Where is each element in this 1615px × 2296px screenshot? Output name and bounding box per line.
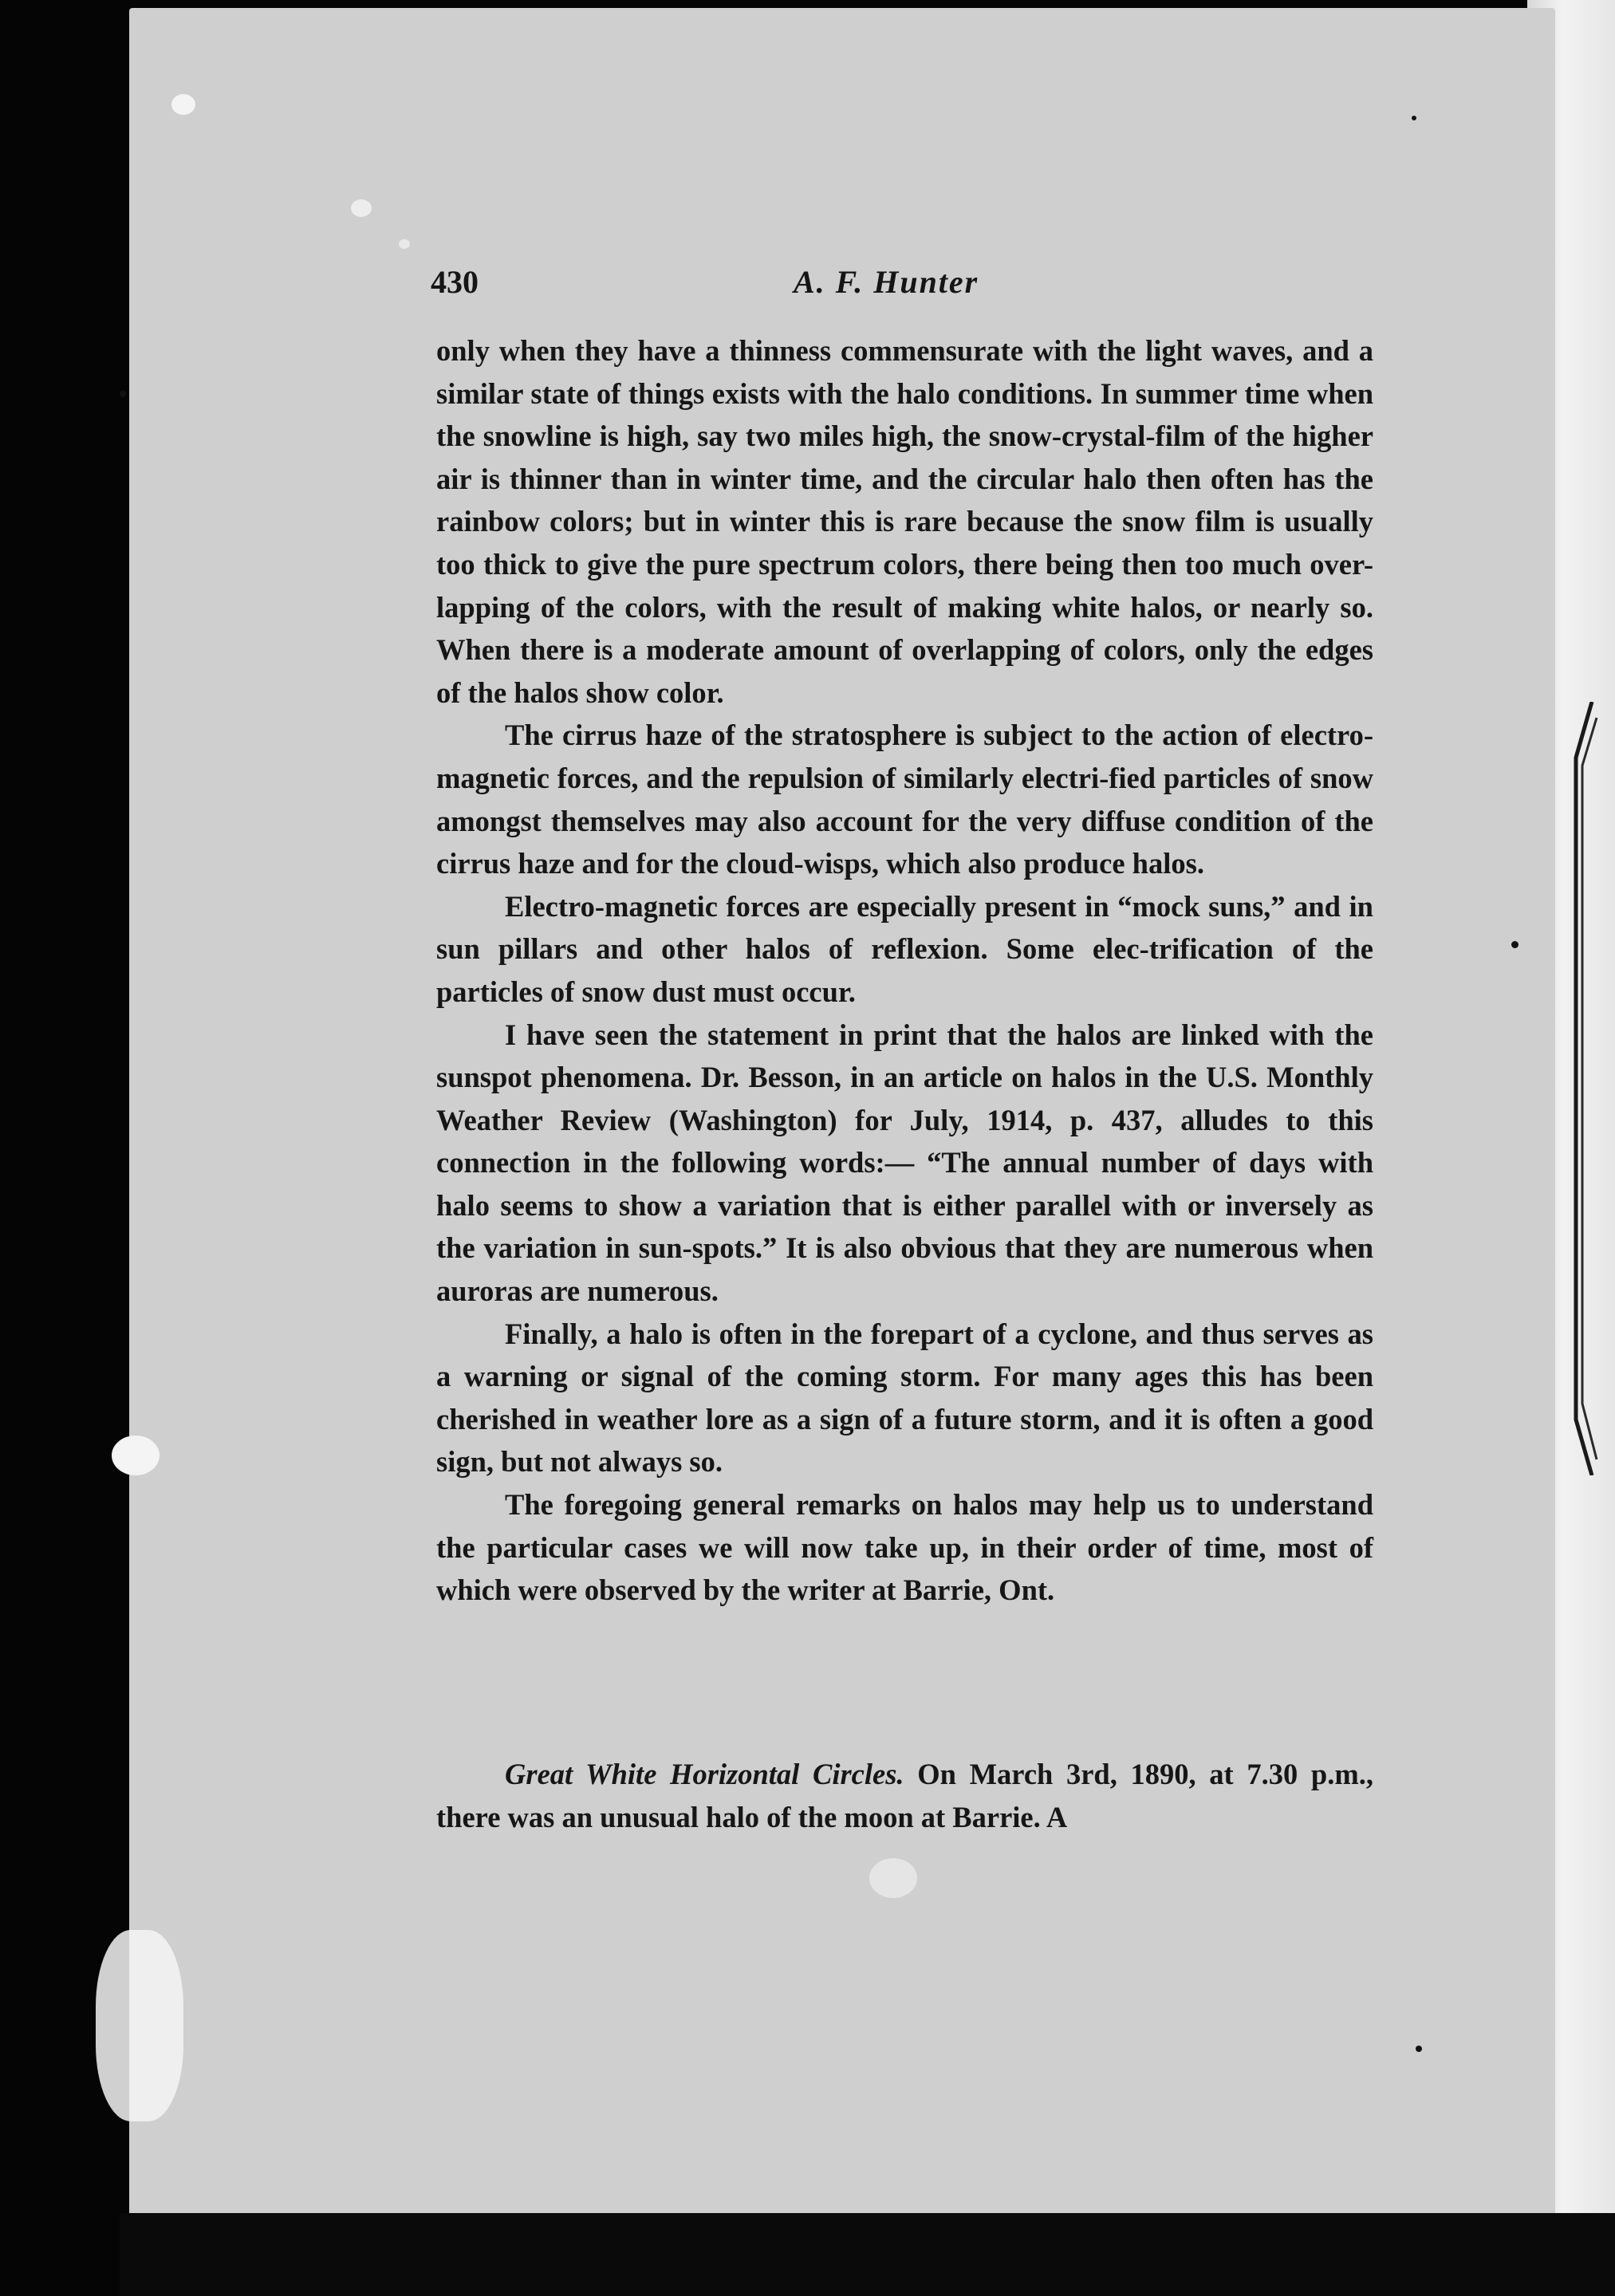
paper-speck <box>869 1858 917 1898</box>
paragraph: I have seen the statement in print that the halos are linked with the sunspot phenomena. Dr. Besson, in an article on halos in the U.S. Monthly Weather Review (Washington) for July, 1914, p. 437, alludes to this connection in the following words:— “The annual number of days with halo seems to show a variation that is either parallel with or inversely as the variation in sun-spots.” It is also obvious that they are numerous when auroras are numerous. <box>436 1018 1373 1308</box>
paragraph: only when they have a thinness commensurate with the light waves, and a similar state of things exists with the halo conditions. In summer time when the snowline is high, say two miles high, the snow-crystal-film of the higher air is thinner than in winter time, and the circular halo then often has the rainbow colors; but in winter this is rare because the snow film is usually too thick to give the pure spectrum colors, there being then too much over-lapping of the colors, with the result of making white halos, or nearly so. When there is a moderate amount of overlapping of colors, only the edges of the halos show color. <box>436 334 1373 709</box>
paper-speck <box>112 1435 160 1475</box>
section-heading: Great White Horizontal Circles. <box>505 1758 904 1790</box>
bottom-shadow <box>120 2213 1615 2296</box>
paragraph: Finally, a halo is often in the forepart of a cyclone, and thus serves as a warning or signal of the coming storm. For many ages this has been cherished in weather lore as a sign of a future storm, and it is often a good sign, but not always so. <box>436 1317 1373 1479</box>
body-text <box>436 329 1373 1612</box>
ink-speck <box>1511 941 1518 948</box>
running-head: A. F. Hunter <box>794 264 979 300</box>
section-text: On March 3rd, 1890, at 7.30 p.m., there was an unusual halo of the moon at Barrie. A <box>436 1758 1373 1833</box>
paragraph: Electro-magnetic forces are especially present in “mock suns,” and in sun pillars and other halos of reflexion. Some elec-trification of the particles of snow dust must occur. <box>436 889 1373 1008</box>
paper-speck <box>351 199 372 217</box>
paper-speck <box>399 239 410 249</box>
section-opening <box>436 1753 1373 1838</box>
margin-bracket <box>1568 702 1600 1475</box>
page-number: 430 <box>431 264 479 300</box>
ink-speck <box>1416 2046 1422 2052</box>
paragraph: The foregoing general remarks on halos may help us to understand the particular cases we will now take up, in their order of time, most of which were observed by the writer at Barrie, Ont. <box>436 1488 1373 1607</box>
paragraph: The cirrus haze of the stratosphere is subject to the action of electro-magnetic forces, and the repulsion of similarly electri-fied particles of snow amongst themselves may also account for the very diffuse condition of the cirrus haze and for the cloud-wisps, which also produce halos. <box>436 719 1373 880</box>
page-header <box>431 263 1372 311</box>
paper-speck <box>171 94 195 115</box>
ink-speck <box>120 391 126 397</box>
paper-speck <box>96 1930 183 2121</box>
ink-speck <box>1412 116 1416 120</box>
